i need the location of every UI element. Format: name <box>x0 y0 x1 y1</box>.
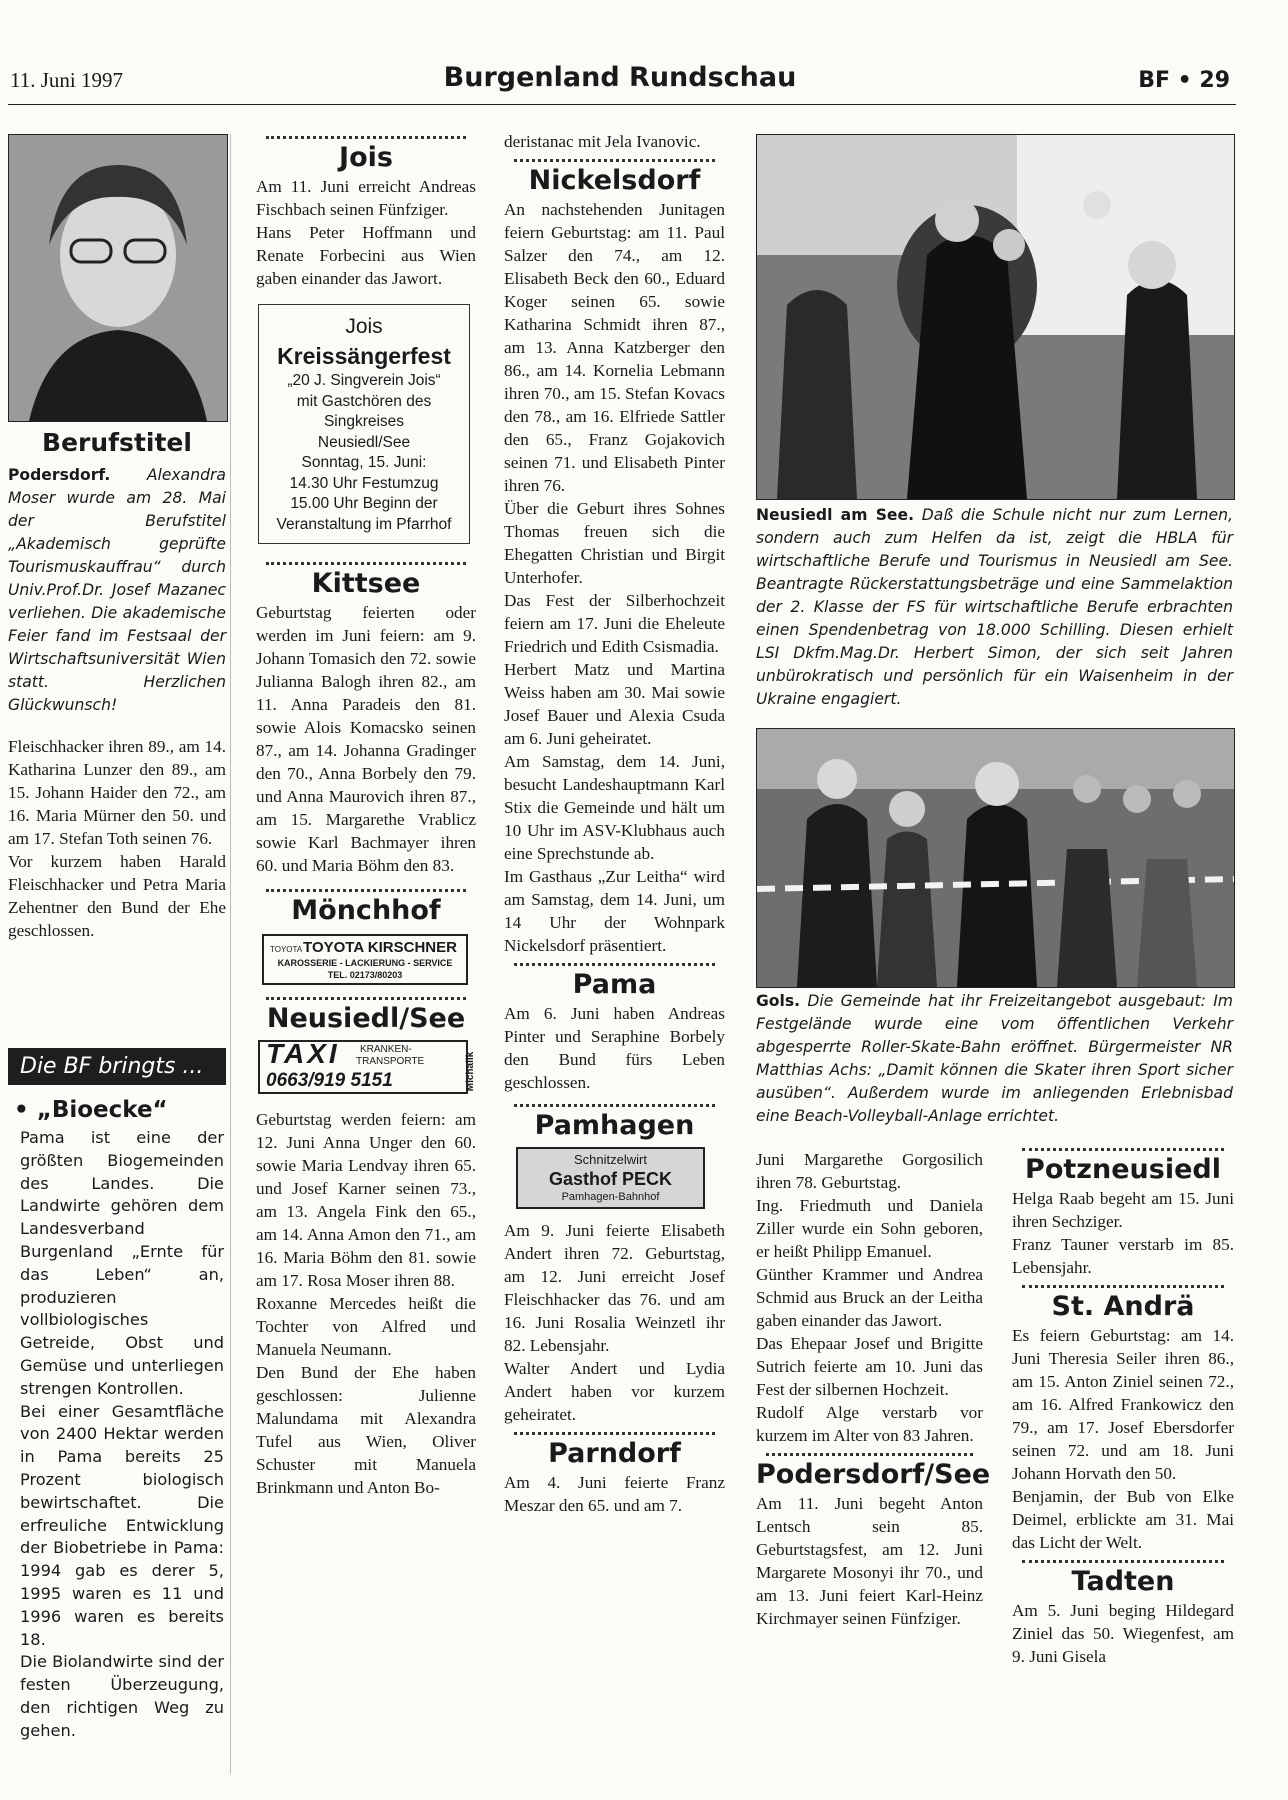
bf-bringts-box-title: Die BF bringts ... <box>8 1048 226 1085</box>
dotted-separator <box>266 997 466 1000</box>
dotted-separator <box>514 963 715 966</box>
box-line-9: 15.00 Uhr Beginn der <box>290 495 438 512</box>
gols-caption <box>756 990 1233 1128</box>
dotted-separator <box>766 1453 973 1456</box>
col4a-text-1: Juni Margarethe Gorgosilich ihren 78. Geburtstag. <box>756 1150 983 1192</box>
toyota-ad-line-3: TEL. 02173/80203 <box>327 970 403 980</box>
moenchhof-heading: Mönchhof <box>291 895 441 926</box>
box-line-10: Veranstaltung im Pfarrhof <box>276 515 452 533</box>
peck-ad-line-3: Pamhagen-Bahnhof <box>561 1191 660 1203</box>
col4b-text-5: Am 5. Juni beging Hildegard Ziniel das 50. Wiegenfest, am 9. Juni Gisela <box>1012 1601 1234 1666</box>
box-line-5: Singkreises <box>323 413 405 430</box>
box-line-3: „20 J. Singverein Jois“ <box>287 372 441 389</box>
column-divider <box>230 134 231 1774</box>
nickelsdorf-heading: Nickelsdorf <box>528 165 701 196</box>
peck-ad-line-1: Schnitzelwirt <box>574 1152 647 1167</box>
col4b-text-4: Benjamin, der Bub von Elke Deimel, erblickte am 31. Mai das Licht der Welt. <box>1012 1487 1234 1552</box>
portrait-photo <box>8 134 228 422</box>
col4b-text-2: Franz Tauner verstarb im 85. Lebensjahr. <box>1012 1235 1234 1277</box>
dotted-separator <box>266 889 466 892</box>
tadten-heading: Tadten <box>1071 1566 1175 1597</box>
taxi-michalik-ad <box>258 1038 476 1094</box>
nickelsdorf-text-6: Im Gasthaus „Zur Leitha“ wird am Samstag, dem 14. Juni, um 14 Uhr der Wohnpark Nickelsdorf präsentiert. <box>504 867 725 955</box>
col4a-text-4: Das Ehepaar Josef und Brigitte Sutrich feierte am 10. Juni das Fest der silbernen Hochzeit. <box>756 1334 983 1399</box>
box-line-7: Sonntag, 15. Juni: <box>301 454 427 471</box>
header-rule <box>8 104 1236 105</box>
issue-date: 11. Juni 1997 <box>10 68 123 92</box>
box-line-4: mit Gastchören des <box>296 392 432 410</box>
dotted-separator <box>514 159 715 162</box>
caption-place: Podersdorf. <box>8 466 111 484</box>
pamhagen-text-1: Am 9. Juni feierte Elisabeth Andert ihren 72. Geburtstag, am 12. Juni erreicht Josef Fleischhacker das 76. und am 16. Juni Rosalia Weinzetl ihr 82. Lebensjahr. <box>504 1221 725 1355</box>
nickelsdorf-text-1: An nachstehenden Junitagen feiern Geburtstag: am 11. Paul Salzer den 74., am 12. Elisabeth Beck den 60., Eduard Koger seinen 65. sowie Katharina Schmidt ihren 87., am 13. Anna Katzberger den 86., am 14. Kornelia Lebmann ihren 70., am 15. Stefan Kovacs den 78., am 16. Elfriede Sattler den 65., Franz Gojakovich seinen 71. und Elisabeth Pinter ihren 76. <box>504 200 725 495</box>
caption-place: Neusiedl am See. <box>756 506 914 524</box>
jois-text-2: Hans Peter Hoffmann und Renate Forbecini aus Wien gaben einander das Jawort. <box>256 223 476 288</box>
hbla-caption <box>756 504 1233 711</box>
toyota-ad-line-1: TOYOTA KIRSCHNER <box>303 939 457 956</box>
hbla-photo <box>756 134 1235 500</box>
nickelsdorf-text-2: Über die Geburt ihres Sohnes Thomas freuen sich die Ehegatten Christian und Birgit Unterhofer. <box>504 499 725 587</box>
gols-image <box>757 729 1234 987</box>
kittsee-heading: Kittsee <box>311 568 421 599</box>
toyota-kirschner-ad <box>262 934 468 985</box>
nickelsdorf-text-5: Am Samstag, dem 14. Juni, besucht Landeshauptmann Karl Stix die Gemeinde und hält um 10 Uhr im ASV-Klubhaus auch eine Sprechstunde ab. <box>504 752 725 863</box>
dotted-separator <box>1022 1148 1224 1151</box>
podersdorf-heading: Podersdorf/See <box>756 1459 991 1490</box>
caption-text: Daß die Schule nicht nur zum Lernen, sondern auch zum Helfen da ist, zeigt die HBLA für wirtschaftliche Berufe und Tourismus in Neusiedl am See. Beantragte Rückerstattungsbeträge und eine Sammelaktion der 2. Klasse der FS für wirtschaftliche Berufe erbrachten einen Spendenbetrag von 18.000 Schilling. Diesen erhielt LSI Dkfm.Mag.Dr. Herbert Simon, der sich seit Jahren unbürokratisch und persönlich für ein Waisenheim in der Ukraine engagiert. <box>756 506 1233 708</box>
dotted-separator <box>266 136 466 139</box>
bioecke-text-3: Die Biolandwirte sind der festen Überzeugung, den richtigen Weg zu gehen. <box>20 1652 224 1740</box>
berufstitel-heading: Berufstitel <box>42 428 192 457</box>
gasthof-peck-ad <box>516 1147 705 1209</box>
box-line-8: 14.30 Uhr Festumzug <box>289 474 439 492</box>
nickelsdorf-text-3: Das Fest der Silberhochzeit feiern am 17. Juni die Eheleute Friedrich und Edith Csismadia. <box>504 591 725 656</box>
bioecke-text-1: Pama ist eine der größten Biogemeinden des Landes. Die Landwirte gehören dem Landesverband Burgenland „Ernte für das Leben“ an, produzieren vollbiologisches Getreide, Obst und Gemüse und unterliegen strengen Kontrollen. <box>20 1128 224 1398</box>
pamhagen-text-2: Walter Andert und Lydia Andert haben vor kurzem geheiratet. <box>504 1359 725 1424</box>
potzneusiedl-heading: Potzneusiedl <box>1025 1154 1221 1185</box>
jois-text-1: Am 11. Juni erreicht Andreas Fischbach seinen Fünfziger. <box>256 177 476 219</box>
col3-start: deristanac mit Jela Ivanovic. <box>504 132 701 151</box>
newspaper-title: Burgenland Rundschau <box>443 62 797 93</box>
nickelsdorf-text-4: Herbert Matz und Martina Weiss haben am 30. Mai sowie Josef Bauer und Alexia Csuda am 6. Juni geheiratet. <box>504 660 725 748</box>
box-line-2: Kreissängerfest <box>277 343 451 369</box>
parndorf-text: Am 4. Juni feierte Franz Meszar den 65. und am 7. <box>504 1473 725 1515</box>
toyota-logo-icon: TOYOTA <box>270 945 303 954</box>
st-andrae-heading: St. Andrä <box>1051 1291 1195 1322</box>
bioecke-text-2: Bei einer Gesamtfläche von 2400 Hektar werden in Pama bereits 25 Prozent biologisch bewirtschaftet. Die erfreuliche Entwicklung der Biobetriebe in Pama: 1994 gab es derer 5, 1995 waren es 11 und 1996 waren es bereits 18. <box>20 1401 224 1649</box>
caption-place: Gols. <box>756 992 801 1010</box>
col1-text: Fleischhacker ihren 89., am 14. Katharina Lunzer den 89., am 15. Johann Haider den 72., am 16. Maria Mürner den 50. und am 17. Stefan Toth seinen 76. <box>8 737 226 848</box>
berufstitel-caption <box>8 464 226 717</box>
bioecke-heading: • „Bioecke“ <box>14 1097 168 1123</box>
box-line-1: Jois <box>345 315 383 338</box>
page-number: BF • 29 <box>1138 68 1230 93</box>
neusiedl-text-1: Geburtstag werden feiern: am 12. Juni Anna Unger den 60. sowie Maria Lendvay ihren 65. und Josef Karner seinen 73., am 13. Angela Fink den 65., am 14. Anna Amon den 71., am 16. Maria Böhm den 81. sowie am 17. Rosa Moser ihren 88. <box>256 1110 476 1290</box>
jois-heading: Jois <box>339 142 393 173</box>
dotted-separator <box>1022 1560 1224 1563</box>
taxi-label: TAXI <box>266 1038 340 1069</box>
peck-ad-line-2: Gasthof PECK <box>548 1169 672 1189</box>
caption-text: Alexandra Moser wurde am 28. Mai der Berufstitel „Akademisch geprüfte Tourismuskauffrau“ durch Univ.Prof.Dr. Josef Mazanec verliehen. Die akademische Feier fand im Festsaal der Wirtschaftsuniversität Wien statt. Herzlichen Glückwunsch! <box>8 466 226 714</box>
hbla-image <box>757 135 1234 499</box>
col4b-text-1: Helga Raab begeht am 15. Juni ihren Sechziger. <box>1012 1189 1234 1231</box>
caption-text: Die Gemeinde hat ihr Freizeitangebot ausgebaut: Im Festgelände wurde eine vom öffentlichen Verkehr abgesperrte Roller-Skate-Bahn eröffnet. Bürgermeister NR Matthias Achs: „Damit können die Skater ihren Sport sicher ausüben“. Außerdem wurde im anliegenden Erlebnisbad eine Beach-Volleyball-Anlage errichtet. <box>756 992 1233 1125</box>
dotted-separator <box>266 562 466 565</box>
taxi-transporte: TRANSPORTE <box>356 1056 425 1067</box>
pama-heading: Pama <box>572 969 657 1000</box>
taxi-kranken: KRANKEN- <box>360 1044 412 1055</box>
taxi-name: Michalik <box>464 1051 476 1092</box>
neusiedl-heading: Neusiedl/See <box>266 1003 466 1034</box>
toyota-ad-line-2: KAROSSERIE - LACKIERUNG - SERVICE <box>277 958 453 968</box>
taxi-phone: 0663/919 5151 <box>266 1070 393 1091</box>
col4a-text-5: Rudolf Alge verstarb vor kurzem im Alter von 83 Jahren. <box>756 1403 983 1445</box>
gols-photo <box>756 728 1235 988</box>
col4a-text-6: Am 11. Juni begeht Anton Lentsch sein 85. Geburtstagsfest, am 12. Juni Margarete Mosonyi ihr 70., und am 13. Juni feiert Karl-Heinz Kirchmayer seinen Fünfziger. <box>756 1494 983 1628</box>
col1-text-2: Vor kurzem haben Harald Fleischhacker und Petra Maria Zehentner den Bund der Ehe geschlossen. <box>8 852 226 940</box>
col4a-text-2: Ing. Friedmuth und Daniela Ziller wurde ein Sohn geboren, er heißt Philipp Emanuel. <box>756 1196 983 1261</box>
pama-text: Am 6. Juni haben Andreas Pinter und Seraphine Borbely den Bund fürs Leben geschlossen. <box>504 1004 725 1092</box>
col4b-text-3: Es feiern Geburtstag: am 14. Juni Theresia Seiler ihren 86., am 15. Anton Ziniel seinen 72., am 16. Alfred Frankowicz den 79., am 17. Josef Ebersdorfer seinen 72. und am 18. Juni Johann Horvath den 50. <box>1012 1326 1234 1483</box>
kreissaengerfest-box <box>258 304 470 544</box>
col4a-text-3: Günther Krammer und Andrea Schmid aus Bruck an der Leitha gaben einander das Jawort. <box>756 1265 983 1330</box>
box-line-6: Neusiedl/See <box>317 433 411 451</box>
dotted-separator <box>514 1432 715 1435</box>
pamhagen-heading: Pamhagen <box>534 1110 695 1141</box>
neusiedl-text-3: Den Bund der Ehe haben geschlossen: Julienne Malundama mit Alexandra Tufel aus Wien, Oliver Schuster mit Manuela Brinkmann und Anton Bo- <box>256 1363 476 1497</box>
dotted-separator <box>1022 1285 1224 1288</box>
parndorf-heading: Parndorf <box>548 1438 681 1469</box>
neusiedl-text-2: Roxanne Mercedes heißt die Tochter von Alfred und Manuela Neumann. <box>256 1294 476 1359</box>
portrait-image <box>9 135 227 421</box>
dotted-separator <box>514 1104 715 1107</box>
kittsee-text: Geburtstag feierten oder werden im Juni feiern: am 9. Johann Tomasich den 72. sowie Julianna Balogh ihren 82., am 11. Anna Paradeis den 81. sowie Alois Komacsko seinen 87., am 14. Johanna Gradinger den 70., Anna Borbely den 79. und Anna Maurovich ihren 87., am 15. Margarethe Vrablicz sowie Karl Bachmayer ihren 60. und Maria Böhm den 83. <box>256 603 476 875</box>
